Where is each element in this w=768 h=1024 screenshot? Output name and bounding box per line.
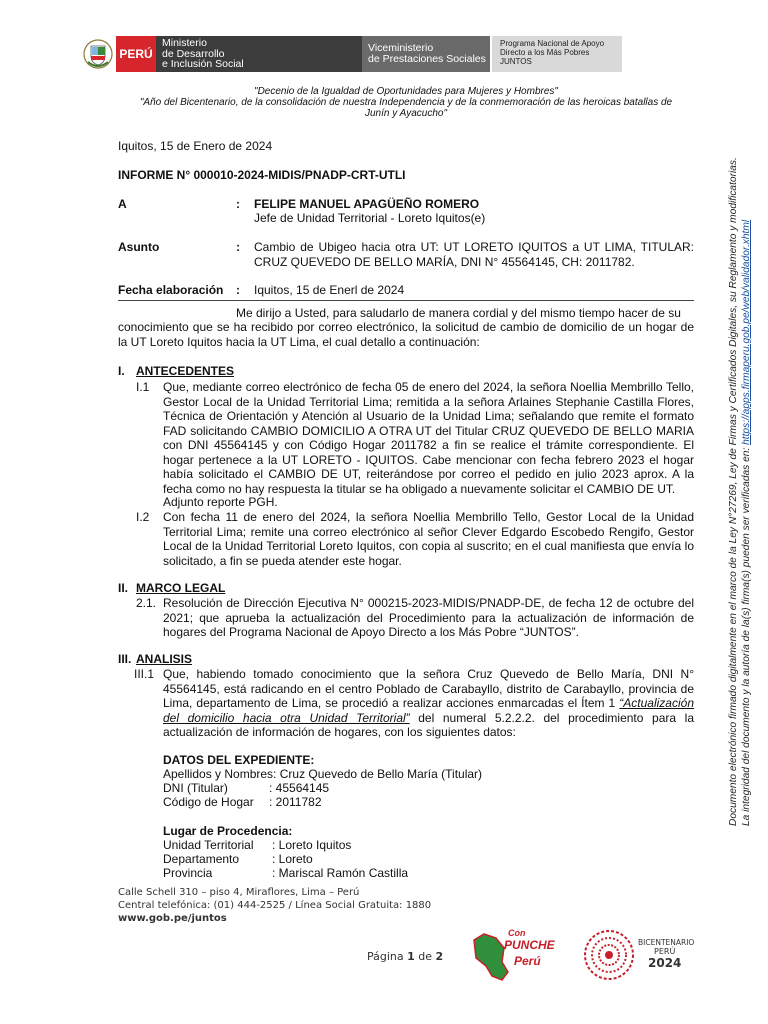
ministerio-line: e Inclusión Social: [162, 58, 244, 70]
viceministerio-label: [362, 36, 490, 72]
recipient-label: A: [118, 197, 127, 211]
bicentenario-text: BICENTENARIO: [638, 938, 695, 947]
subject-text: Cambio de Ubigeo hacia otra UT: UT LORETO IQUITOS a UT LIMA, TITULAR: CRUZ QUEVEDO DE BELLO MARÍA, DNI N° 45564145, CH: 2011782.: [254, 240, 694, 269]
field-value: : Loreto Iquitos: [272, 838, 352, 852]
field-label: Unidad Territorial: [163, 838, 254, 852]
viceministerio-line: Viceministerio: [368, 42, 434, 54]
digital-signature-note: [727, 66, 753, 826]
antecedente-1-text: Que, mediante correo electrónico de fecha 05 de enero del 2024, la señora Noellia Membrillo Tello, Gestor Local de la Unidad Territorial Lima; remitida a la señora Arlaines Stephanie Castilla Flores, Técnica de Orientación y Atención al Usuario de la Unidad Lima; señalando que remite el formato FAD solicitando CAMBIO DOMICILIO A OTRA UT del Titular CRUZ QUEVEDO DE BELLO MARIA con DNI 45564145 y con Código Hogar 2011782 a fin se realice el trámite correspondiente. El hogar pertenece a la UT LORETO - IQUITOS. Cabe mencionar con fecha febrero 2023 el hogar había solicitado el CAMBIO DE UT, reiterándose por correo el pedido en julio 2023 aprox. A la fecha como no hay respuesta la titular se ha obligado a nuevamente solicitar el CAMBIO DE UT.: [163, 380, 694, 496]
footer-phone: Central telefónica: (01) 444-2525 / Línea Social Gratuita: 1880: [118, 900, 432, 911]
section-number: I.: [118, 364, 125, 378]
colon: :: [236, 240, 240, 254]
field-value: : 45564145: [269, 781, 330, 795]
peru-logo: PERÚ: [116, 36, 156, 72]
marco-legal-text: Resolución de Dirección Ejecutiva N° 000215-2023-MIDIS/PNADP-DE, de fecha 12 de octubre del 2021; que aprueba la actualización del Procedimiento para la actualización de información de hogares del Programa Nacional de Apoyo Directo a los Más Pobre “JUNTOS”.: [163, 596, 694, 639]
field-value: : Mariscal Ramón Castilla: [272, 866, 409, 880]
analisis-text: [163, 667, 694, 740]
subject-label: Asunto: [118, 240, 160, 254]
analisis-text-part: del numeral 5.2.2.2. del procedimiento para la actualización de información de hogares, con los siguientes datos:: [163, 710, 694, 739]
bicentenario-year: 2024: [648, 956, 682, 970]
section-title-marco-legal: MARCO LEGAL: [136, 581, 226, 595]
section-number: II.: [118, 581, 129, 595]
footer-contact: [118, 886, 431, 925]
total-pages: 2: [435, 950, 444, 963]
programa-line: JUNTOS: [500, 57, 532, 66]
section-title-antecedentes: ANTECEDENTES: [136, 364, 235, 378]
bicentenario-emblem-icon: [582, 928, 636, 982]
antecedente-1-attachment: Adjunto reporte PGH.: [163, 495, 278, 509]
recipient-name: FELIPE MANUEL APAGÜEÑO ROMERO: [254, 197, 480, 211]
separator-line: [118, 300, 694, 301]
recipient-role: Jefe de Unidad Territorial - Loreto Iquitos(e): [254, 211, 486, 225]
ministerio-label: [156, 36, 362, 72]
date-value: Iquitos, 15 de Enerl de 2024: [254, 283, 405, 297]
intro-first-line: Me dirijo a Usted, para saludarlo de manera cordial y del mismo tiempo hacer de su: [236, 306, 681, 320]
punche-peru: Perú: [514, 954, 541, 968]
date-label: Fecha elaboración: [118, 283, 224, 297]
field-value: Cruz Quevedo de Bello María (Titular): [279, 767, 483, 781]
signature-note-line: [740, 66, 753, 826]
procedencia-row: [163, 852, 313, 867]
ministerio-line: de Desarrollo: [162, 47, 225, 60]
expediente-row: [163, 795, 322, 810]
section-title-analisis: ANALISIS: [136, 652, 193, 666]
field-label: Provincia: [163, 866, 213, 880]
field-label: Apellidos y Nombres:: [163, 767, 277, 781]
item-number: 2.1.: [136, 596, 157, 610]
expediente-row: [163, 767, 482, 782]
page-number: [367, 950, 443, 963]
informe-number: INFORME N° 000010-2024-MIDIS/PNADP-CRT-UTLI: [118, 168, 406, 182]
expediente-title: DATOS DEL EXPEDIENTE:: [163, 753, 315, 767]
antecedente-2-text: Con fecha 11 de enero del 2024, la señora Noellia Membrillo Tello, Gestor Local de la Unidad Territorial Lima; remite una correo electrónico al señor Clever Edgardo Escobedo Rengifo, Gestor Local de la Unidad Territorial Loreto Iquitos, con copia al suscrito; en el cual manifiesta que envía lo solicitado, a fin se pueda atender este hogar.: [163, 510, 694, 568]
decenio-quotes: [118, 86, 694, 119]
bicentenario-logo: [582, 928, 700, 982]
field-label: Departamento: [163, 852, 240, 866]
validator-link[interactable]: https://apps.firmaperu.gob.pe/web/validador.xhtml: [741, 219, 752, 445]
ministerio-line: Ministerio: [162, 37, 207, 49]
page-label: Página: [367, 950, 408, 963]
quote-line: "Decenio de la Igualdad de Oportunidades para Mujeres y Hombres": [254, 86, 558, 97]
footer-address: Calle Schell 310 – piso 4, Miraflores, Lima – Perú: [118, 887, 360, 898]
item-number: I.2: [136, 510, 150, 524]
field-label: Código de Hogar: [163, 795, 254, 809]
bicentenario-peru: PERÚ: [654, 947, 676, 956]
con-punche-peru-logo: [468, 928, 560, 982]
header-banner: [80, 36, 605, 72]
punche-con: Con: [508, 928, 526, 938]
analisis-text-part: Que, habiendo tomado conocimiento que la señora Cruz Quevedo de Bello María, DNI N° 45564145, está radicando en el centro Poblado de Carabayllo, distrito de Carabayllo, provincia de Lima, departamento de Lima, se procedió a realizar acciones enmarcadas el Ítem 1: [163, 667, 694, 710]
colon: :: [236, 197, 240, 211]
colon: :: [236, 283, 240, 297]
procedure-item-reference: “Actualización del domicilio hacia otra Unidad Territorial”: [163, 696, 694, 725]
procedencia-row: [163, 866, 409, 881]
page-of: de: [414, 950, 436, 963]
coat-of-arms-icon: [80, 36, 116, 72]
intro-paragraph: conocimiento que se ha recibido por correo electrónico, la solicitud de cambio de domicilio de un hogar de la UT Loreto Iquitos hacia la UT Lima, el cual detallo a continuación:: [118, 320, 694, 349]
signature-note-text: La integridad del documento y la autoría de la(s) firma(s) pueden ser verificadas en:: [741, 444, 752, 826]
field-value: : Loreto: [272, 852, 313, 866]
item-number: I.1: [136, 380, 150, 394]
expediente-row: [163, 781, 330, 796]
procedencia-title: Lugar de Procedencia:: [163, 824, 293, 838]
document-date: Iquitos, 15 de Enero de 2024: [118, 139, 273, 153]
current-page: 1: [407, 950, 415, 963]
programa-label: [492, 36, 622, 72]
signature-note-line: Documento electrónico firmado digitalmente en el marco de la Ley N°27269, Ley de Firmas y Certificados Digitales, su Reglamento y modificatorias.: [728, 157, 739, 826]
field-label: DNI (Titular): [163, 781, 228, 795]
field-value: : 2011782: [269, 795, 322, 809]
viceministerio-line: de Prestaciones Sociales: [368, 53, 486, 65]
quote-line: "Año del Bicentenario, de la consolidación de nuestra Independencia y de la conmemoración de las heroicas batallas de: [139, 97, 673, 108]
quote-line: Junín y Ayacucho": [364, 108, 448, 119]
section-number: III.: [118, 652, 132, 666]
procedencia-row: [163, 838, 352, 853]
programa-line: Programa Nacional de Apoyo: [500, 39, 605, 48]
footer-website-link[interactable]: www.gob.pe/juntos: [118, 913, 227, 924]
item-number: III.1: [134, 667, 155, 681]
programa-line: Directo a los Más Pobres: [500, 48, 590, 57]
punche-main: PUNCHE: [504, 938, 555, 952]
